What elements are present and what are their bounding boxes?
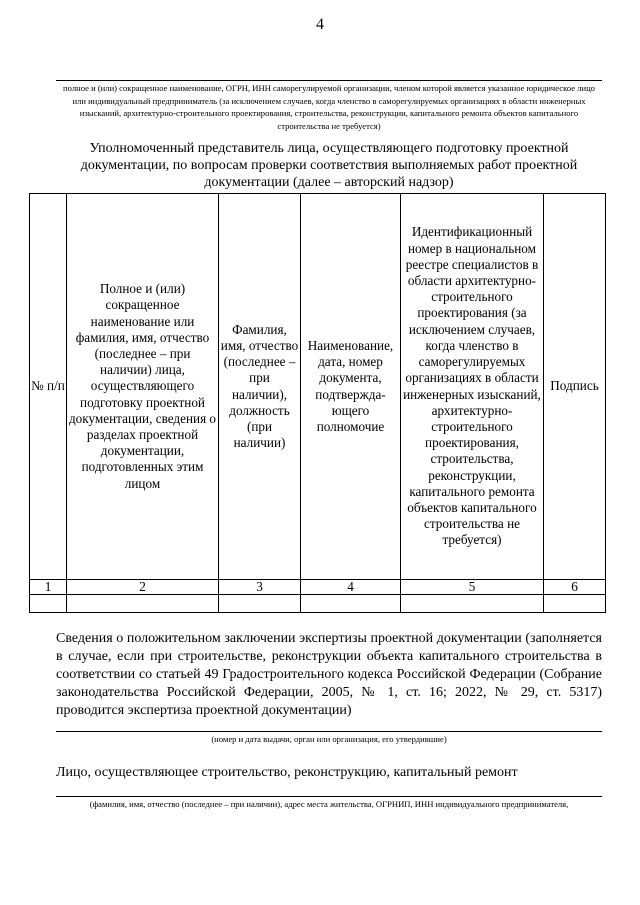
column-number: 5 [401,580,544,595]
author-supervision-table [29,193,606,613]
table-cell[interactable] [219,595,301,613]
builder-caption: (фамилия, имя, отчество (последнее – при наличии), адрес места жительства, ОГРНИП, ИНН индивидуального предпринимателя, [89,799,569,809]
header-authority-document: Наименование, дата, номер документа, подтвержда-ющего полномочие [301,194,401,580]
column-number: 4 [301,580,401,595]
header-number: № п/п [30,194,67,580]
sro-caption: полное и (или) сокращенное наименование, ОГРН, ИНН саморегулируемой организации, членом которой является указанное юридическое лицо или индивидуальный предприниматель (за исключением случаев, когда членство в саморегулируемых организациях в области инженерных изысканий, архитектурно-строительного проектирования, строительства, реконструкции, капитального ремонта объектов капитального строительства не требуется) [56,80,602,132]
page-number: 4 [316,16,324,33]
header-signature: Подпись [544,194,606,580]
column-number-row [30,580,606,595]
header-organization: Полное и (или) сокращенное наименование или фамилия, имя, отчество (последнее – при наличии) лица, осуществляющего подготовку проектной документации, сведения о разделах проектной документации, подготовленных этим лицом [67,194,219,580]
table-header-row [30,194,606,580]
expertise-paragraph: Сведения о положительном заключении экспертизы проектной документации (заполняется в случае, если при строительстве, реконструкции объекта капитального строительства в соответствии со статьей 49 Градостроительного кодекса Российской Федерации (Собрание законодательства Российской Федерации, 2005, № 1, ст. 16; 2022, № 29, ст. 5317) проводится экспертиза проектной документации) [56,631,602,718]
table-cell[interactable] [401,595,544,613]
header-registry-id: Идентификационный номер в национальном реестре специалистов в области архитектурно-строительного проектирования (за исключением случаев, когда членство в саморегулируемых организациях в области инженерных изысканий, архитектурно-строительного проектирования, строительства, реконструкции, капитального ремонта объектов капитального строительства не требуется) [401,194,544,580]
table-cell[interactable] [30,595,67,613]
table-cell[interactable] [67,595,219,613]
builder-fill-line[interactable] [56,796,602,797]
column-number: 2 [67,580,219,595]
table-row [30,595,606,613]
column-number: 3 [219,580,301,595]
table-cell[interactable] [544,595,606,613]
expertise-fill-line[interactable] [56,731,602,732]
table-cell[interactable] [301,595,401,613]
section-title: Уполномоченный представитель лица, осуществляющего подготовку проектной документации, по вопросам проверки соответствия выполняемых работ проектной документации (далее – авторский надзор) [80,141,578,190]
column-number: 6 [544,580,606,595]
column-number: 1 [30,580,67,595]
expertise-caption: (номер и дата выдачи, орган или организация, его утвердившие) [211,734,447,744]
builder-line: Лицо, осуществляющее строительство, реконструкцию, капитальный ремонт [56,765,518,780]
header-full-name: Фамилия, имя, отчество (последнее – при наличии), должность (при наличии) [219,194,301,580]
